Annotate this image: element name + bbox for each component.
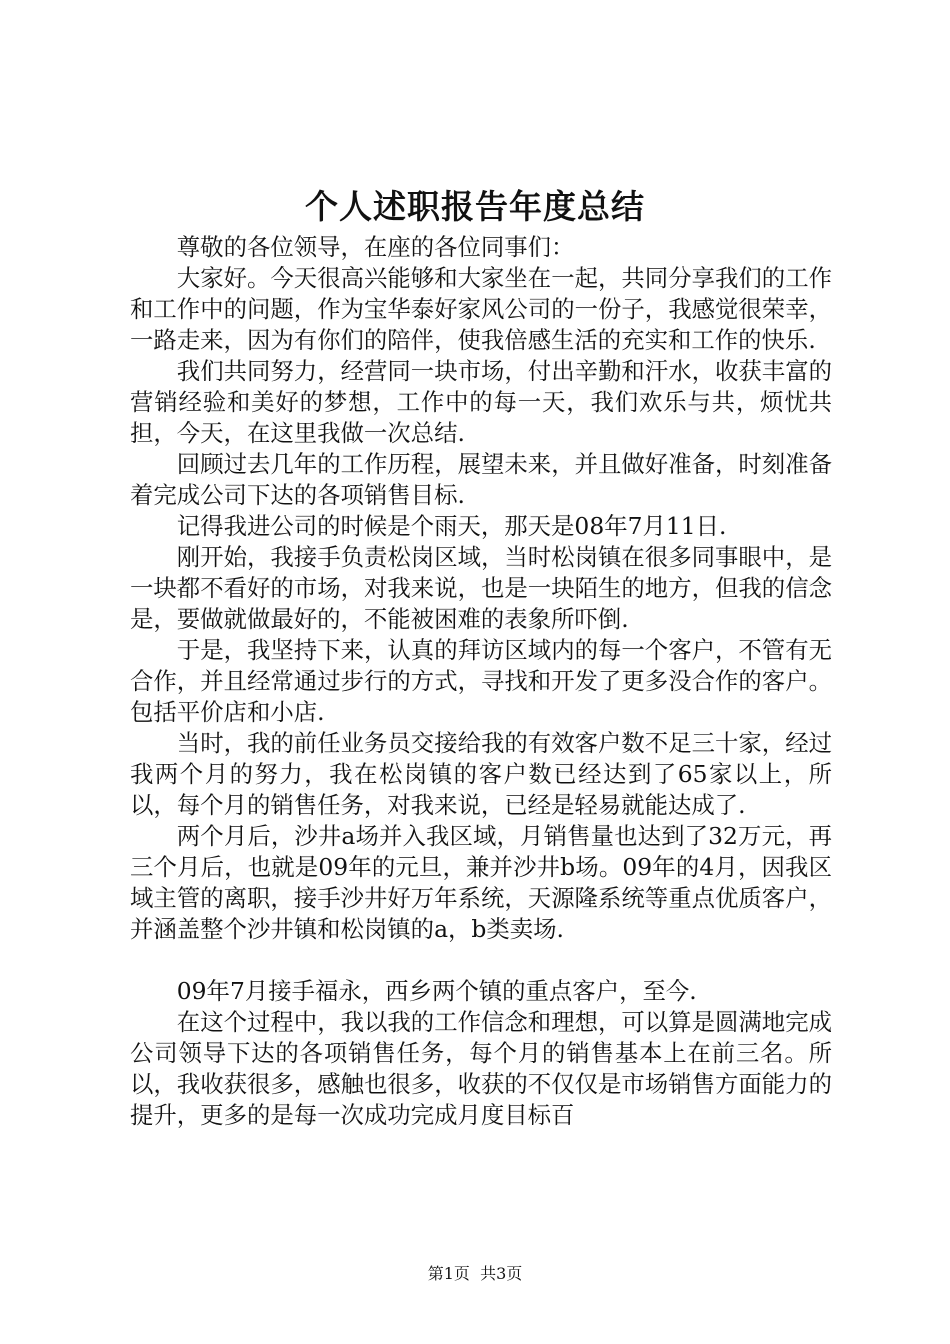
- paragraph-start: 刚开始，我接手负责松岗区域，当时松岗镇在很多同事眼中，是一块都不看好的市场，对我来说，也是一块陌生的地方，但我的信念是，要做就做最好的，不能被困难的表象所吓倒.: [130, 543, 832, 633]
- paragraph-salutation: 尊敬的各位领导，在座的各位同事们：: [176, 233, 575, 261]
- paragraph-fuyong: 09年7月接手福永，西乡两个镇的重点客户，至今.: [176, 977, 697, 1005]
- paragraph-review: 回顾过去几年的工作历程，展望未来，并且做好准备，时刻准备着完成公司下达的各项销售目标.: [130, 450, 832, 509]
- paragraph-greeting: 大家好。今天很高兴能够和大家坐在一起，共同分享我们的工作和工作中的问题，作为宝华泰好家风公司的一份子，我感觉很荣幸，一路走来，因为有你们的陪伴，使我倍感生活的充实和工作的快乐.: [130, 264, 832, 354]
- document-body: [130, 232, 832, 1131]
- paragraph-achievement: 在这个过程中，我以我的工作信念和理想，可以算是圆满地完成公司领导下达的各项销售任务，每个月的销售基本上在前三名。所以，我收获很多，感触也很多，收获的不仅仅是市场销售方面能力的提升，更多的是每一次成功完成月度目标百: [130, 1008, 832, 1129]
- document-title: 个人述职报告年度总结: [305, 187, 645, 226]
- page-footer: [0, 1263, 950, 1285]
- paragraph-join-date: 记得我进公司的时候是个雨天，那天是08年7月11日.: [176, 512, 727, 540]
- paragraph-customers: 当时，我的前任业务员交接给我的有效客户数不足三十家，经过我两个月的努力，我在松岗镇的客户数已经达到了65家以上，所以，每个月的销售任务，对我来说，已经是轻易就能达成了.: [130, 729, 832, 819]
- page-total: 共3页: [480, 1264, 523, 1283]
- paragraph-expansion: 两个月后，沙井a场并入我区域，月销售量也达到了32万元，再三个月后，也就是09年的元旦，兼并沙井b场。09年的4月，因我区域主管的离职，接手沙井好万年系统，天源隆系统等重点优质客户，并涵盖整个沙井镇和松岗镇的a，b类卖场.: [130, 822, 832, 943]
- paragraph-persist: 于是，我坚持下来，认真的拜访区域内的每一个客户，不管有无合作，并且经常通过步行的方式，寻找和开发了更多没合作的客户。包括平价店和小店.: [130, 636, 832, 726]
- page-number: 第1页: [427, 1264, 470, 1283]
- paragraph-teamwork: 我们共同努力，经营同一块市场，付出辛勤和汗水，收获丰富的营销经验和美好的梦想，工作中的每一天，我们欢乐与共，烦忧共担，今天，在这里我做一次总结.: [130, 357, 832, 447]
